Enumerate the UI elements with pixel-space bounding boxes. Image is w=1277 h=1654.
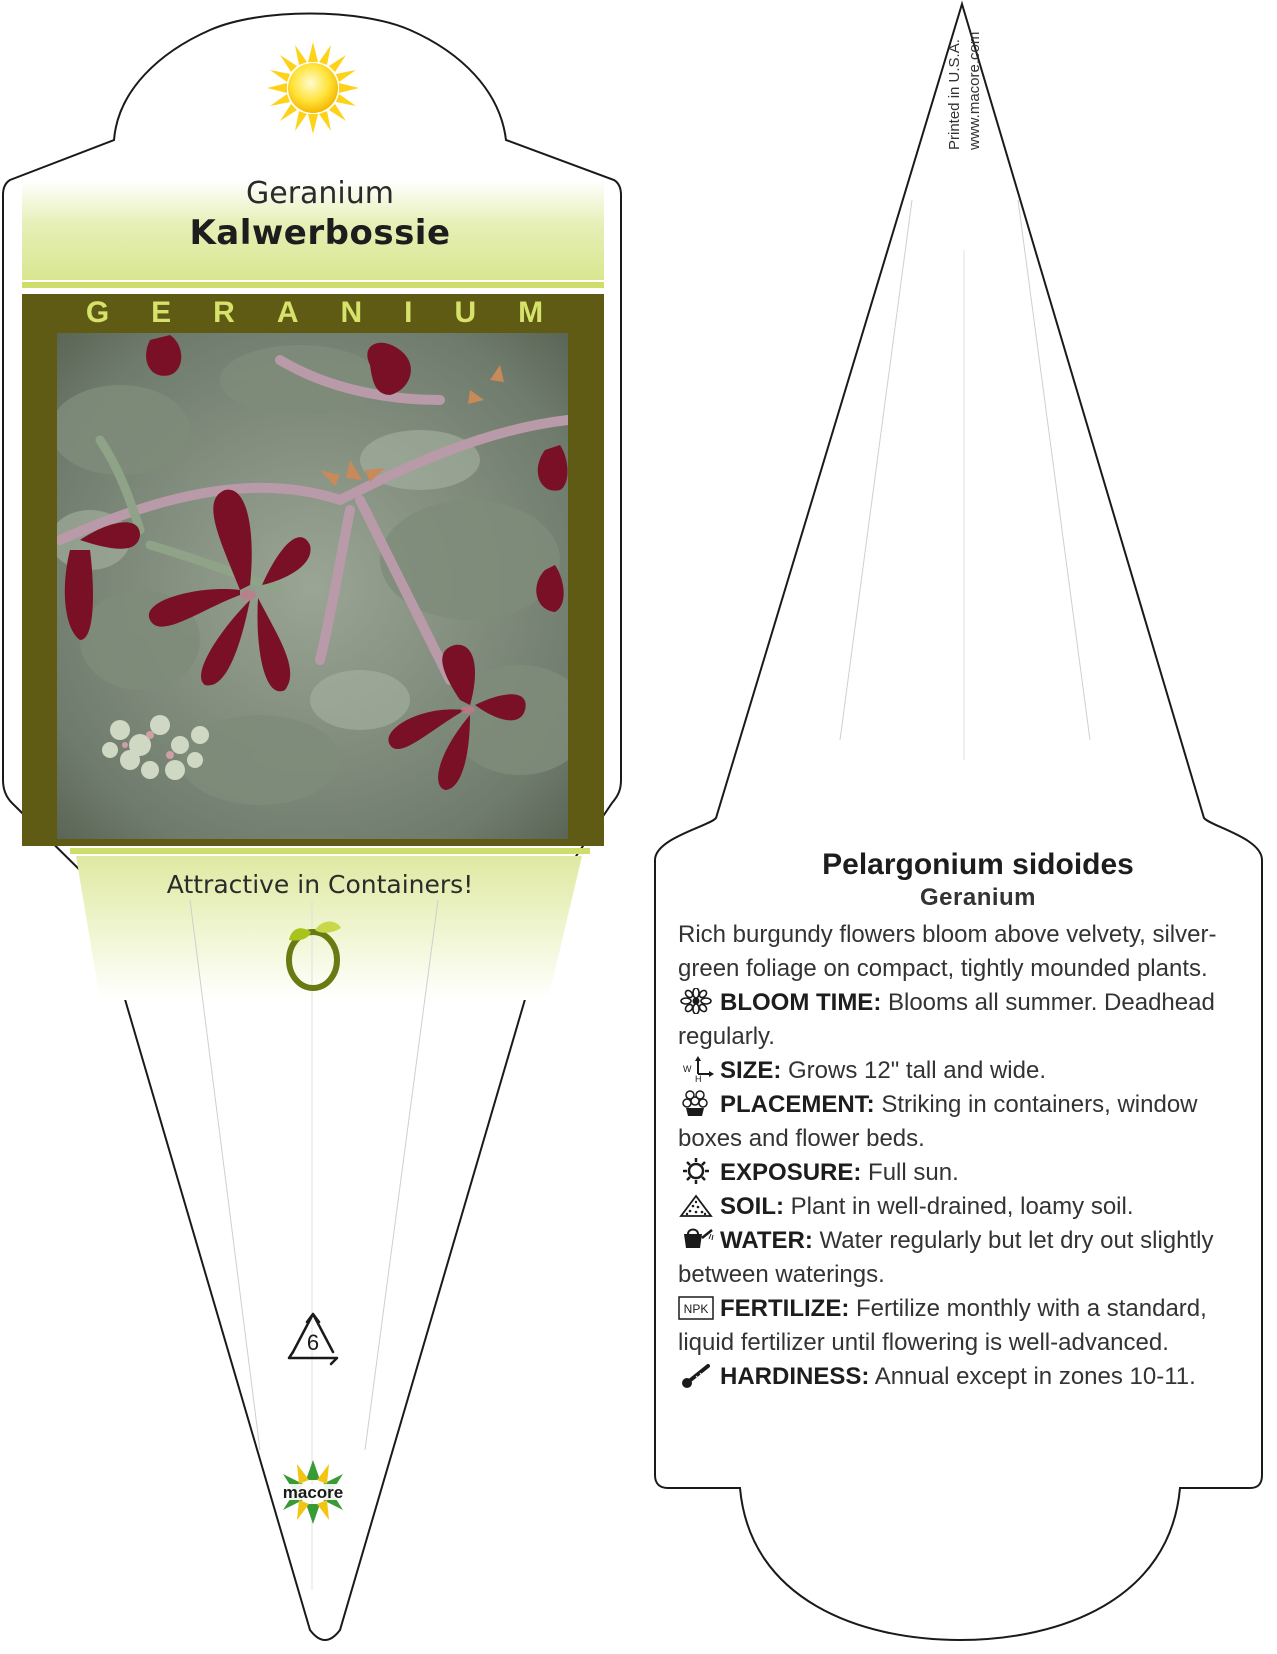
care-soil bbox=[678, 1190, 1258, 1224]
svg-text:W: W bbox=[683, 1064, 692, 1074]
description: Rich burgundy flowers bloom above velvety, silver-green foliage on compact, tightly mounded plants. bbox=[678, 921, 1217, 982]
watering-can-icon bbox=[678, 1226, 714, 1252]
soil-icon bbox=[678, 1192, 714, 1218]
care-text: Blooms all summer. Deadhead regularly. bbox=[678, 989, 1215, 1050]
common-name: Geranium bbox=[245, 176, 394, 211]
care-label: EXPOSURE: bbox=[720, 1159, 862, 1186]
care-fertilize bbox=[678, 1292, 1258, 1360]
care-text: Water regularly but let dry out slightly between waterings. bbox=[678, 1227, 1214, 1288]
header-stripe bbox=[22, 282, 604, 288]
care-text: Annual except in zones 10-11. bbox=[874, 1363, 1196, 1390]
care-text: Grows 12" tall and wide. bbox=[788, 1057, 1046, 1084]
back-tag-outline bbox=[655, 4, 1262, 1640]
care-label: WATER: bbox=[720, 1227, 813, 1254]
sun-outline-icon bbox=[678, 1158, 714, 1184]
placement-icon bbox=[678, 1090, 714, 1116]
care-text: Striking in containers, window boxes and flower beds. bbox=[678, 1091, 1198, 1152]
care-hardiness bbox=[678, 1360, 1258, 1394]
thermometer-icon bbox=[678, 1362, 714, 1388]
care-label: PLACEMENT: bbox=[720, 1091, 875, 1118]
care-exposure bbox=[678, 1156, 1258, 1190]
print-info bbox=[945, 32, 985, 150]
cultivar-name: Kalwerbossie bbox=[189, 213, 451, 253]
svg-text:H: H bbox=[695, 1074, 702, 1082]
botanical-name: Pelargonium sidoides bbox=[822, 848, 1134, 881]
flower-icon bbox=[678, 988, 714, 1014]
front-tag bbox=[3, 14, 621, 1641]
sun-icon bbox=[267, 42, 359, 134]
care-text: Fertilize monthly with a standard, liquid fertilizer until flowering is well-advanced. bbox=[678, 1295, 1207, 1356]
lower-stripe bbox=[70, 848, 590, 854]
care-placement bbox=[678, 1088, 1258, 1156]
website: www.macore.com bbox=[966, 31, 983, 150]
care-label: HARDINESS: bbox=[720, 1363, 870, 1390]
care-size bbox=[678, 1054, 1258, 1088]
back-common-name: Geranium bbox=[919, 884, 1037, 911]
care-text: Full sun. bbox=[868, 1159, 959, 1186]
npk-icon bbox=[678, 1294, 714, 1320]
logo-text: macore bbox=[282, 1483, 344, 1502]
care-label: BLOOM TIME: bbox=[720, 989, 882, 1016]
care-text: Plant in well-drained, loamy soil. bbox=[790, 1193, 1134, 1220]
printed-in: Printed in U.S.A. bbox=[946, 39, 963, 150]
care-label: SIZE: bbox=[720, 1057, 782, 1084]
care-bloom-time bbox=[678, 986, 1258, 1054]
tagline: Attractive in Containers! bbox=[166, 870, 474, 899]
size-icon bbox=[678, 1056, 714, 1082]
recycle-number: 6 bbox=[306, 1330, 320, 1355]
care-label: SOIL: bbox=[720, 1193, 784, 1220]
plant-photo bbox=[50, 333, 590, 839]
care-info bbox=[678, 848, 1258, 1394]
care-water bbox=[678, 1224, 1258, 1292]
svg-text:NPK: NPK bbox=[683, 1302, 709, 1316]
care-label: FERTILIZE: bbox=[720, 1295, 850, 1322]
genus-banner: GERANIUM bbox=[85, 296, 586, 329]
back-tag bbox=[655, 4, 1262, 1640]
